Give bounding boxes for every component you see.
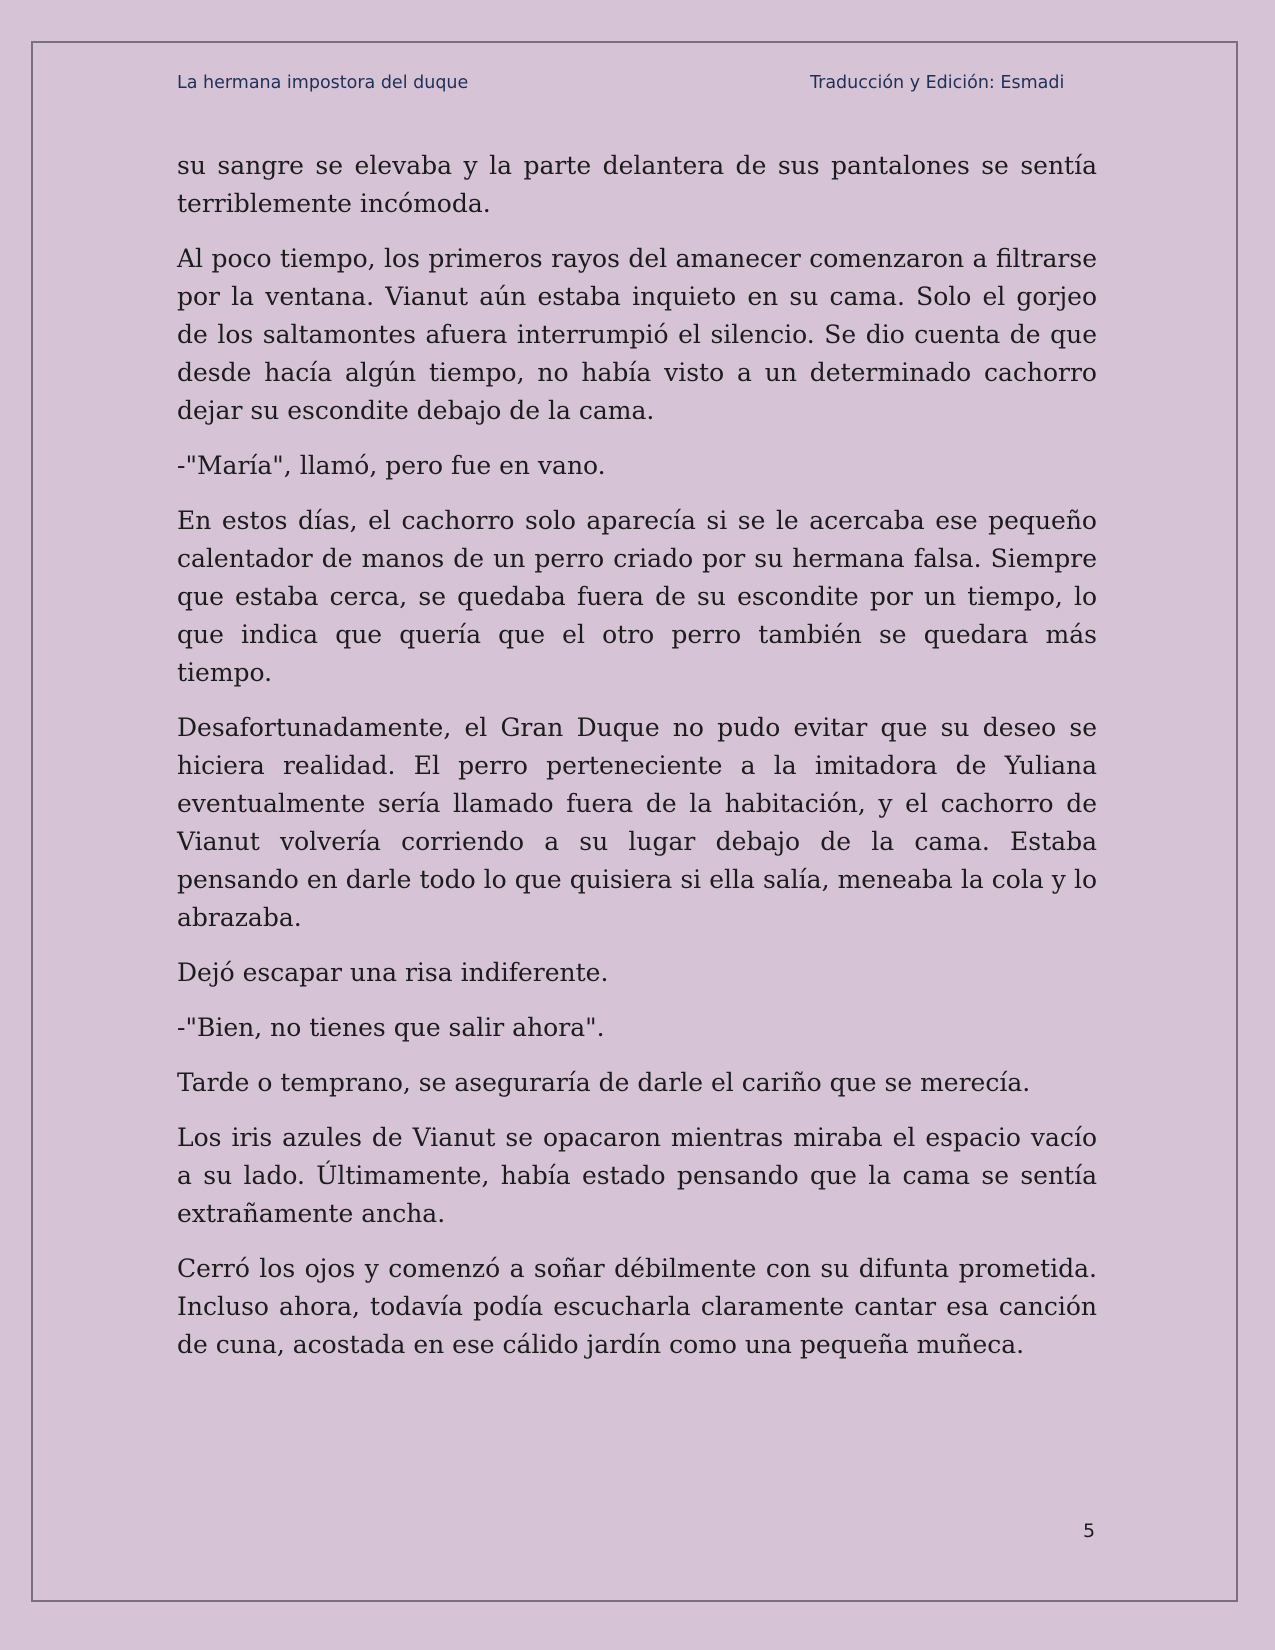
- body-text: [177, 147, 1097, 1381]
- paragraph: Al poco tiempo, los primeros rayos del amanecer comenzaron a filtrarse por la ventana. Vianut aún estaba inquieto en su cama. Solo el gorjeo de los saltamontes afuera interrumpió el silencio. Se dio cuenta de que desde hacía algún tiempo, no había visto a un determinado cachorro dejar su escondite debajo de la cama.: [177, 244, 1097, 425]
- paragraph: -"María", llamó, pero fue en vano.: [177, 451, 606, 480]
- page-number: 5: [1083, 1520, 1096, 1542]
- header-title: La hermana impostora del duque: [177, 73, 469, 93]
- paragraph: -"Bien, no tienes que salir ahora".: [177, 1013, 605, 1042]
- paragraph: su sangre se elevaba y la parte delantera de sus pantalones se sentía terriblemente incómoda.: [177, 151, 1097, 218]
- paragraph: Dejó escapar una risa indiferente.: [177, 958, 609, 987]
- header-credit: Traducción y Edición: Esmadi: [810, 73, 1065, 93]
- paragraph: En estos días, el cachorro solo aparecía si se le acercaba ese pequeño calentador de manos de un perro criado por su hermana falsa. Siempre que estaba cerca, se quedaba fuera de su escondite por un tiempo, lo que indica que quería que el otro perro también se quedara más tiempo.: [177, 506, 1097, 687]
- paragraph: Desafortunadamente, el Gran Duque no pudo evitar que su deseo se hiciera realidad. El perro perteneciente a la imitadora de Yuliana eventualmente sería llamado fuera de la habitación, y el cachorro de Vianut volvería corriendo a su lugar debajo de la cama. Estaba pensando en darle todo lo que quisiera si ella salía, meneaba la cola y lo abrazaba.: [177, 713, 1097, 932]
- paragraph: Cerró los ojos y comenzó a soñar débilmente con su difunta prometida. Incluso ahora, todavía podía escucharla claramente cantar esa canción de cuna, acostada en ese cálido jardín como una pequeña muñeca.: [177, 1254, 1097, 1359]
- paragraph: Tarde o temprano, se aseguraría de darle el cariño que se merecía.: [177, 1068, 1031, 1097]
- paragraph: Los iris azules de Vianut se opacaron mientras miraba el espacio vacío a su lado. Últimamente, había estado pensando que la cama se sentía extrañamente ancha.: [177, 1123, 1097, 1228]
